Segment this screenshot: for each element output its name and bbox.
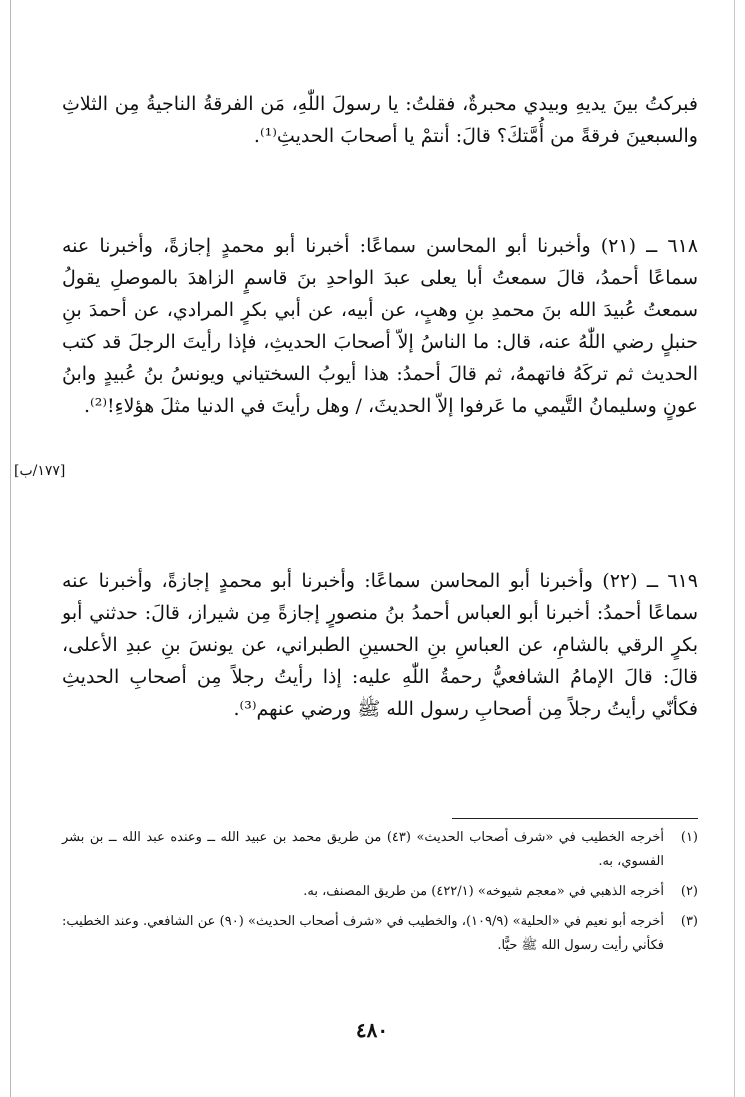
footnote-2 xyxy=(62,880,698,904)
footnotes xyxy=(62,826,698,964)
paragraph-hadith-continuation: فبركتُ بينَ يديهِ وبيدي محبرةٌ، فقلتُ: يا رسولَ اللّٰهِ، مَن الفرقةُ الناجيةُ مِن الثلاثِ والسبعينَ فرقةً من أُمَّتكَ؟ قالَ: أنتمْ يا أصحابَ الحديثِ⁽¹⁾. xyxy=(62,93,698,147)
footnote-number: (٣) xyxy=(680,914,698,929)
manuscript-folio-marker: [١٧٧/ب] xyxy=(14,463,66,479)
page-number: ٤٨٠ xyxy=(355,1018,389,1042)
footnote-text: أخرجه الخطيب في «شرف أصحاب الحديث» (٤٣) من طريق محمد بن عبيد الله ــ وعنده عبد الله ــ بن بشر الفسوي، به. xyxy=(62,830,664,869)
footnote-text: أخرجه الذهبي في «معجم شيوخه» (٤٢٢/١) من طريق المصنف، به. xyxy=(303,884,664,899)
scan-edge-right xyxy=(734,0,735,1097)
footnote-number: (٢) xyxy=(680,884,698,899)
paragraph-hadith-618: ٦١٨ ــ (٢١) وأخبرنا أبو المحاسن سماعًا: أخبرنا أبو محمدٍ إجازةً، وأخبرنا عنه سماعًا أحمدُ، قالَ سمعتُ أبا يعلى عبدَ الواحدِ بنَ قاسمٍ الزاهدَ بالموصلِ يقولُ سمعتُ عُبيدَ الله بنَ محمدِ بنِ وهبٍ، عن أبيه، عن أبي بكرٍ المرادي، عن أحمدَ بنِ حنبلٍ رضي اللّٰهُ عنه، قال: ما الناسُ إلاّ أصحابَ الحديثِ، فإذا رأيتَ الرجلَ قد كتب الحديث ثم تركَهُ فاتهمهُ، ثم قالَ أحمدُ: هذا أيوبُ السختياني ويونسُ بنُ عُبيدٍ وابنُ عونٍ وسليمانُ التَّيمي ما عَرفوا إلاّ الحديثَ، / وهل رأيتَ في الدنيا مثلَ هؤلاءِ!⁽²⁾. xyxy=(62,235,698,417)
footnote-1 xyxy=(62,826,698,874)
footnote-number: (١) xyxy=(680,830,698,845)
footnote-text: أخرجه أبو نعيم في «الحلية» (١٠٩/٩)، والخطيب في «شرف أصحاب الحديث» (٩٠) عن الشافعي. وعند الخطيب: فكأني رأيت رسول الله ﷺ حيًّا. xyxy=(62,914,664,953)
paragraph-hadith-619: ٦١٩ ــ (٢٢) وأخبرنا أبو المحاسن سماعًا: وأخبرنا أبو محمدٍ إجازةً، وأخبرنا عنه سماعًا أحمدُ: أخبرنا أبو العباس أحمدُ بنُ منصورٍ إجازةً مِن شيراز، قالَ: حدثني أبو بكرٍ الرقي بالشامِ، عن العباسِ بنِ الحسينِ الطبراني، عن يونسَ بنِ عبدِ الأعلى، قالَ: قالَ الإمامُ الشافعيُّ رحمةُ اللّٰهِ عليه: إذا رأيتُ رجلاً مِن أصحابِ الحديثِ فكأنّي رأيتُ رجلاً مِن أصحابِ رسول الله ﷺ ورضي عنهم⁽³⁾. xyxy=(62,570,698,720)
scan-edge-left xyxy=(10,0,11,1097)
footnote-3 xyxy=(62,910,698,958)
footnote-separator xyxy=(452,818,698,819)
